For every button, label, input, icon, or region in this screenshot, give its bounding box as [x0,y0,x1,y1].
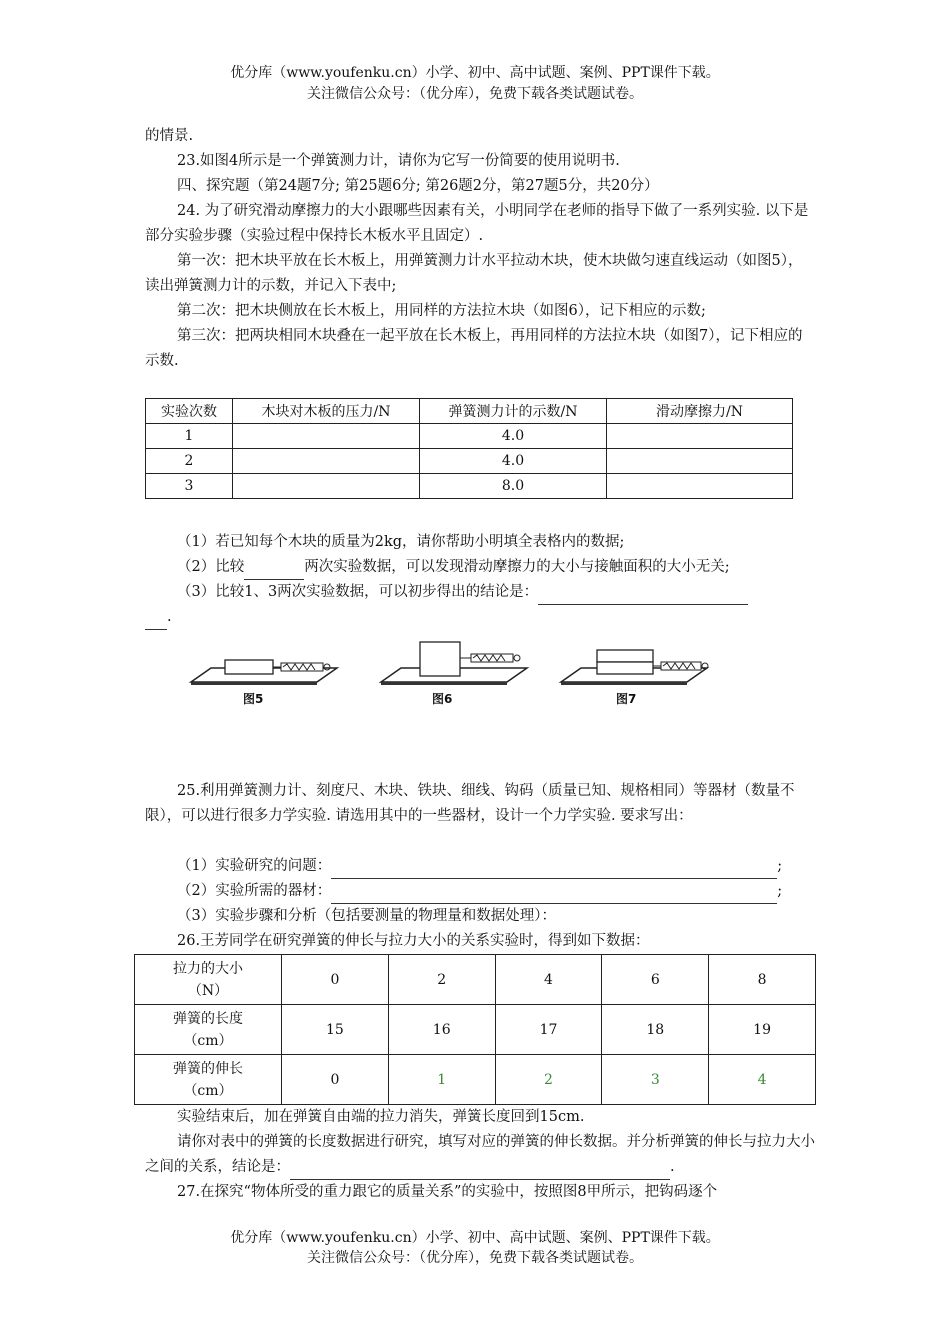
question-24-sub3-cont [145,605,813,630]
label-unit: （N） [187,982,229,999]
table-cell: 2 [388,955,495,1005]
row-label [135,955,282,1005]
figure-5-label: 图5 [243,692,264,706]
page-footer-line2: 关注微信公众号：（优分库），免费下载各类试题试卷。 [307,1250,643,1266]
sub3-text: （3）比较1、3两次实验数据，可以初步得出的结论是： [177,584,539,600]
page-footer-line1: 优分库（www.youfenku.cn）小学、初中、高中试题、案例、PPT课件下载。 [230,1230,720,1246]
figure-7-label: 图7 [616,692,637,706]
label-unit: （cm） [183,1082,233,1099]
table-cell [233,474,420,499]
question-25-sub1 [145,854,815,879]
period: . [167,609,172,625]
table-row [135,955,816,1005]
table-cell: 2 [146,449,233,474]
question-23: 23.如图4所示是一个弹簧测力计，请你为它写一份简要的使用说明书. [177,153,620,169]
table-cell: 15 [282,1005,389,1055]
answer-cell: 1 [388,1055,495,1105]
label-line: 弹簧的长度 [173,1010,243,1027]
figure-5 [185,640,345,710]
table-cell: 18 [602,1005,709,1055]
table-cell: 8.0 [420,474,607,499]
table-cell [233,424,420,449]
table-cell: 17 [495,1005,602,1055]
page-header-line1: 优分库（www.youfenku.cn）小学、初中、高中试题、案例、PPT课件下载。 [230,65,720,81]
semicolon: ; [777,883,783,899]
table-cell: 4.0 [420,424,607,449]
label-line: 弹簧的伸长 [173,1060,243,1077]
sub1-text: （1）实验研究的问题： [177,858,332,874]
after2-text: 请你对表中的弹簧的长度数据进行研究，填写对应的弹簧的伸长数据。并分析弹簧的伸长与拉力大小之间的关系，结论是： [145,1134,815,1175]
period: . [670,1159,675,1175]
question-24-intro: 24. 为了研究滑动摩擦力的大小跟哪些因素有关，小明同学在老师的指导下做了一系列实验. 以下是部分实验步骤（实验过程中保持长木板水平且固定）. [145,203,809,244]
sub2-prefix: （2）比较 [177,559,245,575]
answer-cell: 4 [709,1055,816,1105]
question-25-sub2 [145,879,815,904]
table-cell: 4.0 [420,449,607,474]
table-row [146,424,793,449]
figure-6-label: 图6 [432,692,453,706]
table-cell: 19 [709,1005,816,1055]
table-row [135,1005,816,1055]
answer-cell: 2 [495,1055,602,1105]
table-header: 实验次数 [146,399,233,424]
answer-blank[interactable] [145,629,167,630]
question-25-sub3: （3）实验步骤和分析（包括要测量的物理量和数据处理）： [177,908,556,924]
sub2-suffix: 两次实验数据，可以发现滑动摩擦力的大小与接触面积的大小无关; [304,559,730,575]
table-cell: 3 [146,474,233,499]
table-header: 木块对木板的压力/N [233,399,420,424]
answer-cell: 3 [602,1055,709,1105]
question-27: 27.在探究“物体所受的重力跟它的质量关系”的实验中，按照图8甲所示，把钩码逐个 [177,1184,718,1200]
row-label [135,1005,282,1055]
table-header: 弹簧测力计的示数/N [420,399,607,424]
table-row [146,449,793,474]
label-line: 拉力的大小 [173,960,243,977]
semicolon: ; [777,858,783,874]
table-cell: 6 [602,955,709,1005]
table-cell: 8 [709,955,816,1005]
table-cell [607,424,793,449]
table-cell [607,449,793,474]
table-cell: 0 [282,1055,389,1105]
sub2-text: （2）实验所需的器材： [177,883,332,899]
section-heading: 四、探究题（第24题7分; 第25题6分; 第26题2分，第27题5分，共20分） [177,178,659,194]
question-25-intro: 25.利用弹簧测力计、刻度尺、木块、铁块、细线、钩码（质量已知、规格相同）等器材（数量不限），可以进行很多力学实验. 请选用其中的一些器材，设计一个力学实验. 要求写出： [145,783,795,824]
table-cell [607,474,793,499]
question-26-after1: 实验结束后，加在弹簧自由端的拉力消失，弹簧长度回到15cm. [177,1109,585,1125]
table-cell [233,449,420,474]
page-header-line2: 关注微信公众号：（优分库），免费下载各类试题试卷。 [307,86,643,102]
continuation-line: 的情景. [145,128,194,144]
question-24-sub1: （1）若已知每个木块的质量为2kg，请你帮助小明填全表格内的数据; [177,534,625,550]
table-cell: 4 [495,955,602,1005]
figure-6 [375,632,535,710]
question-24-step3: 第三次：把两块相同木块叠在一起平放在长木板上，再用同样的方法拉木块（如图7），记下相应的示数. [145,328,803,369]
question-26-after2 [145,1130,817,1180]
row-label [135,1055,282,1105]
table-row [146,474,793,499]
table-cell: 1 [146,424,233,449]
question-24-step2: 第二次：把木块侧放在长木板上，用同样的方法拉木块（如图6），记下相应的示数; [177,303,706,319]
table-cell: 16 [388,1005,495,1055]
question-24-sub2 [145,555,825,580]
table-header: 滑动摩擦力/N [607,399,793,424]
spring-table [134,954,816,1105]
question-26-intro: 26.王芳同学在研究弹簧的伸长与拉力大小的关系实验时，得到如下数据： [177,933,650,949]
table-header-row [146,399,793,424]
friction-table [145,398,793,499]
question-24-sub3 [145,580,813,605]
label-unit: （cm） [183,1032,233,1049]
table-cell: 0 [282,955,389,1005]
question-24-step1: 第一次：把木块平放在长木板上，用弹簧测力计水平拉动木块，使木块做匀速直线运动（如图5），读出弹簧测力计的示数，并记入下表中; [145,253,803,294]
table-row [135,1055,816,1105]
